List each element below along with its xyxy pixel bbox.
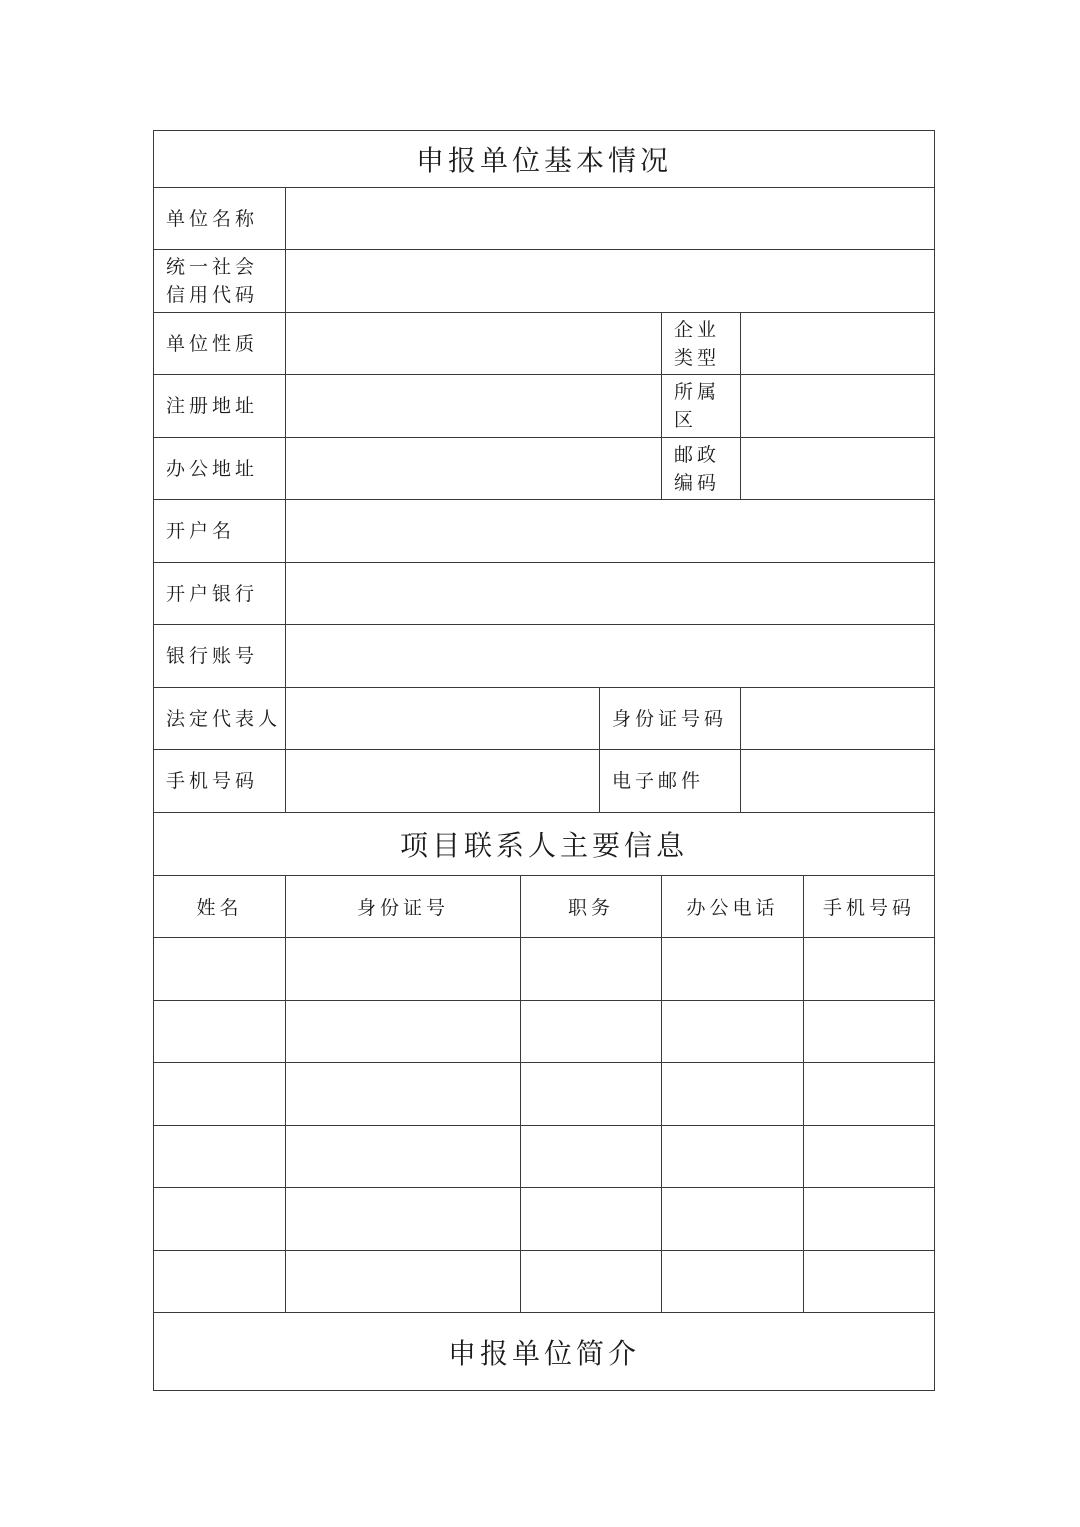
- cell-contact-position[interactable]: [521, 1188, 662, 1251]
- cell-contact-position[interactable]: [521, 1251, 662, 1313]
- cell-contact-position[interactable]: [521, 1126, 662, 1188]
- label-reg-address: 注册地址: [154, 375, 286, 438]
- label-office-address: 办公地址: [154, 438, 286, 500]
- cell-contact-mobile[interactable]: [804, 1251, 935, 1313]
- cell-contact-mobile[interactable]: [804, 1063, 935, 1126]
- field-bank-account[interactable]: [286, 625, 935, 688]
- label-district: 所属区: [662, 375, 741, 438]
- field-credit-code[interactable]: [286, 250, 935, 313]
- field-office-address[interactable]: [286, 438, 662, 500]
- contact-row: [154, 938, 935, 1001]
- contact-row: [154, 1063, 935, 1126]
- cell-contact-office-phone[interactable]: [662, 1251, 804, 1313]
- cell-contact-id[interactable]: [286, 1063, 521, 1126]
- label-bank: 开户银行: [154, 563, 286, 625]
- cell-contact-name[interactable]: [154, 1188, 286, 1251]
- col-header-position: 职务: [521, 876, 662, 938]
- field-unit-nature[interactable]: [286, 313, 662, 375]
- field-reg-address[interactable]: [286, 375, 662, 438]
- cell-contact-id[interactable]: [286, 1126, 521, 1188]
- cell-contact-mobile[interactable]: [804, 1126, 935, 1188]
- field-legal-rep[interactable]: [286, 688, 600, 750]
- application-form-table: [153, 130, 935, 1391]
- col-header-mobile: 手机号码: [804, 876, 935, 938]
- cell-contact-position[interactable]: [521, 938, 662, 1001]
- label-email: 电子邮件: [600, 750, 741, 813]
- label-credit-code-line2: 信用代码: [166, 284, 259, 306]
- field-id-number[interactable]: [741, 688, 935, 750]
- section-title-basic-info: 申报单位基本情况: [154, 131, 935, 188]
- label-enterprise-type: 企业类型: [662, 313, 741, 375]
- field-bank[interactable]: [286, 563, 935, 625]
- contact-row: [154, 1126, 935, 1188]
- cell-contact-name[interactable]: [154, 938, 286, 1001]
- label-unit-name: 单位名称: [154, 188, 286, 250]
- label-mobile: 手机号码: [154, 750, 286, 813]
- label-id-number: 身份证号码: [600, 688, 741, 750]
- cell-contact-name[interactable]: [154, 1001, 286, 1063]
- section-title-contact-info: 项目联系人主要信息: [154, 813, 935, 876]
- cell-contact-mobile[interactable]: [804, 1001, 935, 1063]
- cell-contact-mobile[interactable]: [804, 1188, 935, 1251]
- cell-contact-mobile[interactable]: [804, 938, 935, 1001]
- contact-row: [154, 1188, 935, 1251]
- label-account-name: 开户名: [154, 500, 286, 563]
- cell-contact-id[interactable]: [286, 938, 521, 1001]
- contact-row: [154, 1251, 935, 1313]
- cell-contact-office-phone[interactable]: [662, 1126, 804, 1188]
- cell-contact-id[interactable]: [286, 1188, 521, 1251]
- cell-contact-name[interactable]: [154, 1063, 286, 1126]
- label-bank-account: 银行账号: [154, 625, 286, 688]
- cell-contact-office-phone[interactable]: [662, 938, 804, 1001]
- field-mobile[interactable]: [286, 750, 600, 813]
- field-district[interactable]: [741, 375, 935, 438]
- col-header-name: 姓名: [154, 876, 286, 938]
- col-header-id-number: 身份证号: [286, 876, 521, 938]
- label-postcode: 邮政编码: [662, 438, 741, 500]
- label-credit-code-line1: 统一社会: [166, 256, 259, 278]
- contact-row: [154, 1001, 935, 1063]
- label-credit-code: [154, 250, 286, 313]
- field-enterprise-type[interactable]: [741, 313, 935, 375]
- cell-contact-id[interactable]: [286, 1001, 521, 1063]
- col-header-office-phone: 办公电话: [662, 876, 804, 938]
- cell-contact-office-phone[interactable]: [662, 1188, 804, 1251]
- cell-contact-position[interactable]: [521, 1001, 662, 1063]
- cell-contact-position[interactable]: [521, 1063, 662, 1126]
- field-email[interactable]: [741, 750, 935, 813]
- cell-contact-name[interactable]: [154, 1251, 286, 1313]
- field-postcode[interactable]: [741, 438, 935, 500]
- field-account-name[interactable]: [286, 500, 935, 563]
- cell-contact-office-phone[interactable]: [662, 1063, 804, 1126]
- label-unit-nature: 单位性质: [154, 313, 286, 375]
- label-legal-rep: 法定代表人: [154, 688, 286, 750]
- cell-contact-id[interactable]: [286, 1251, 521, 1313]
- cell-contact-office-phone[interactable]: [662, 1001, 804, 1063]
- section-title-unit-intro: 申报单位简介: [154, 1313, 935, 1391]
- cell-contact-name[interactable]: [154, 1126, 286, 1188]
- field-unit-name[interactable]: [286, 188, 935, 250]
